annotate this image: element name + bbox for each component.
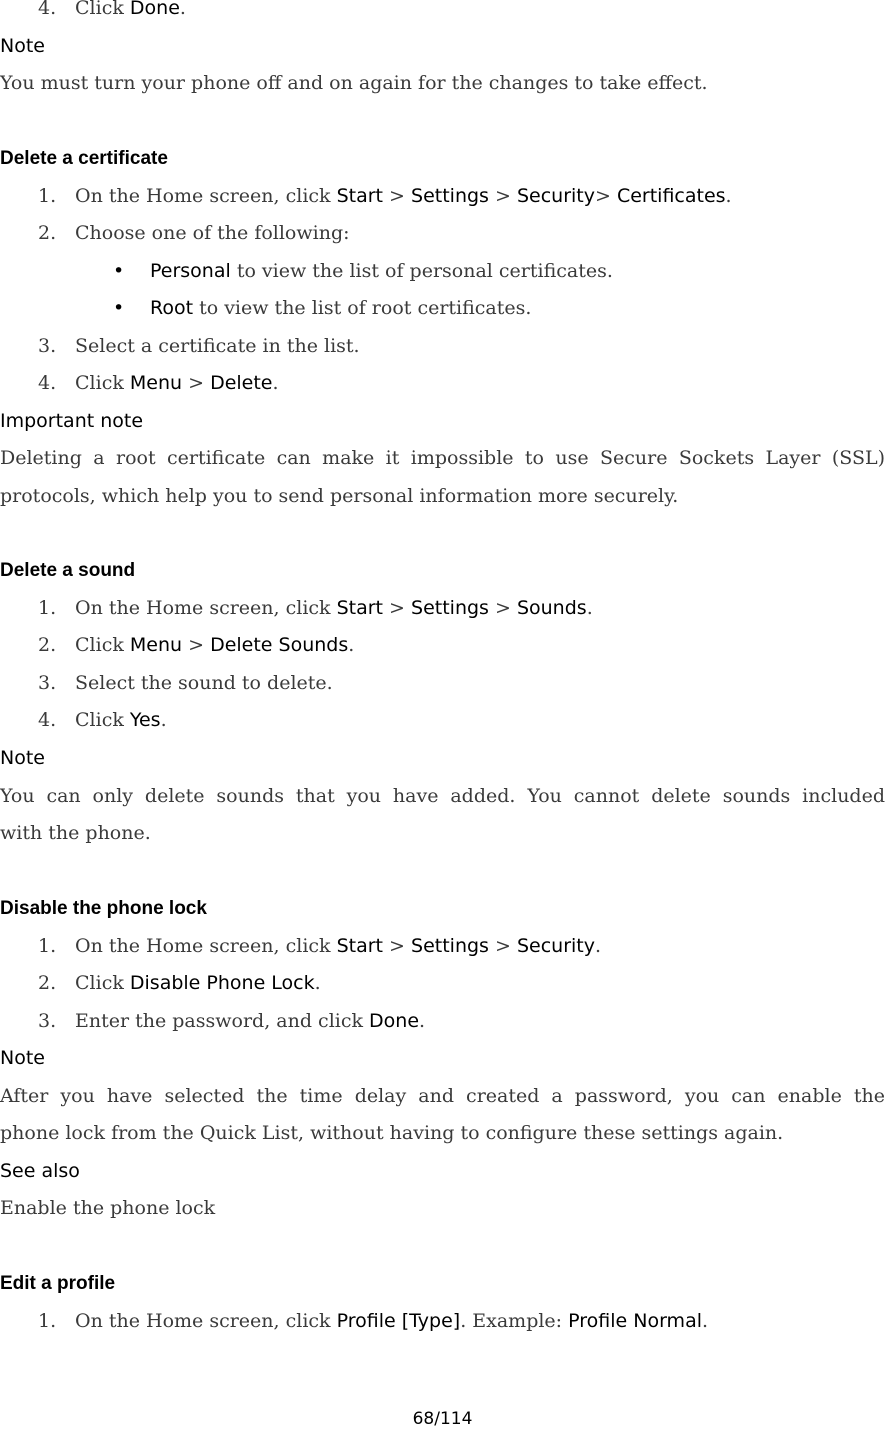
ui-term: Menu [129,634,183,656]
see-also-label: See also [0,1160,80,1182]
ui-term: Done [369,1010,420,1032]
step-number: 1. [38,597,57,619]
ui-term: Yes [129,709,161,731]
step-text: Enter the password, and click Done. [75,1010,426,1032]
step-text: Click Disable Phone Lock. [75,972,321,994]
note-label: Note [0,35,45,57]
ui-term: Delete Sounds [210,634,349,656]
note-text: After you have selected the time delay and created a password, you can enable the [0,1085,885,1107]
step-number: 2. [38,634,57,656]
step-number: 4. [38,0,57,19]
bullet-item: Root to view the list of root certificates. [150,297,532,319]
step-number: 3. [38,672,57,694]
step-text: Choose one of the following: [75,222,350,244]
note-text: phone lock from the Quick List, without having to configure these settings again. [0,1122,784,1144]
step-number: 1. [38,935,57,957]
section-heading: Delete a certificate [0,148,168,169]
ui-term: Certificates [616,185,726,207]
ui-term: Delete [210,372,273,394]
ui-term: Root [150,297,194,319]
ui-term: Settings [411,185,489,207]
note-text: You must turn your phone off and on again for the changes to take effect. [0,72,708,94]
step-number: 4. [38,709,57,731]
ui-term: Start [336,185,384,207]
step-text: On the Home screen, click Start > Settings > Security. [75,935,602,957]
step-text: On the Home screen, click Start > Settings > Sounds. [75,597,593,619]
step-text: Click Done. [75,0,186,19]
ui-term: Start [336,597,384,619]
ui-term: Done [129,0,180,19]
step-number: 2. [38,222,57,244]
section-heading: Disable the phone lock [0,898,207,919]
bullet-icon: • [113,297,125,319]
step-number: 3. [38,335,57,357]
ui-term: Security [516,935,595,957]
ui-term: Disable Phone Lock [129,972,315,994]
note-label: Important note [0,410,144,432]
ui-term: Profile Normal [568,1310,702,1332]
ui-term: Start [336,935,384,957]
note-text: You can only delete sounds that you have added. You cannot delete sounds included [0,785,885,807]
step-text: On the Home screen, click Start > Settings > Security> Certificates. [75,185,732,207]
step-text: Click Menu > Delete. [75,372,279,394]
section-heading: Delete a sound [0,560,136,581]
note-text: Deleting a root certificate can make it impossible to use Secure Sockets Layer (SSL) [0,447,885,469]
ui-term: Security [516,185,595,207]
step-text: Select the sound to delete. [75,672,333,694]
step-number: 2. [38,972,57,994]
step-text: Click Menu > Delete Sounds. [75,634,355,656]
see-also-link[interactable]: Enable the phone lock [0,1197,216,1219]
ui-term: Settings [411,597,489,619]
page-number: 68/114 [412,1409,473,1429]
step-number: 1. [38,185,57,207]
step-number: 1. [38,1310,57,1332]
ui-term: Personal [150,260,231,282]
ui-term: Menu [129,372,183,394]
step-text: Select a certificate in the list. [75,335,360,357]
note-text: with the phone. [0,822,151,844]
bullet-icon: • [113,260,125,282]
ui-term: Sounds [516,597,587,619]
step-number: 4. [38,372,57,394]
step-text: Click Yes. [75,709,167,731]
ui-term: Settings [411,935,489,957]
note-label: Note [0,747,45,769]
section-heading: Edit a profile [0,1273,116,1294]
note-label: Note [0,1047,45,1069]
bullet-item: Personal to view the list of personal certificates. [150,260,613,282]
note-text: protocols, which help you to send personal information more securely. [0,485,679,507]
step-number: 3. [38,1010,57,1032]
ui-term: Profile [Type] [336,1310,461,1332]
step-text: On the Home screen, click Profile [Type]. Example: Profile Normal. [75,1310,709,1332]
